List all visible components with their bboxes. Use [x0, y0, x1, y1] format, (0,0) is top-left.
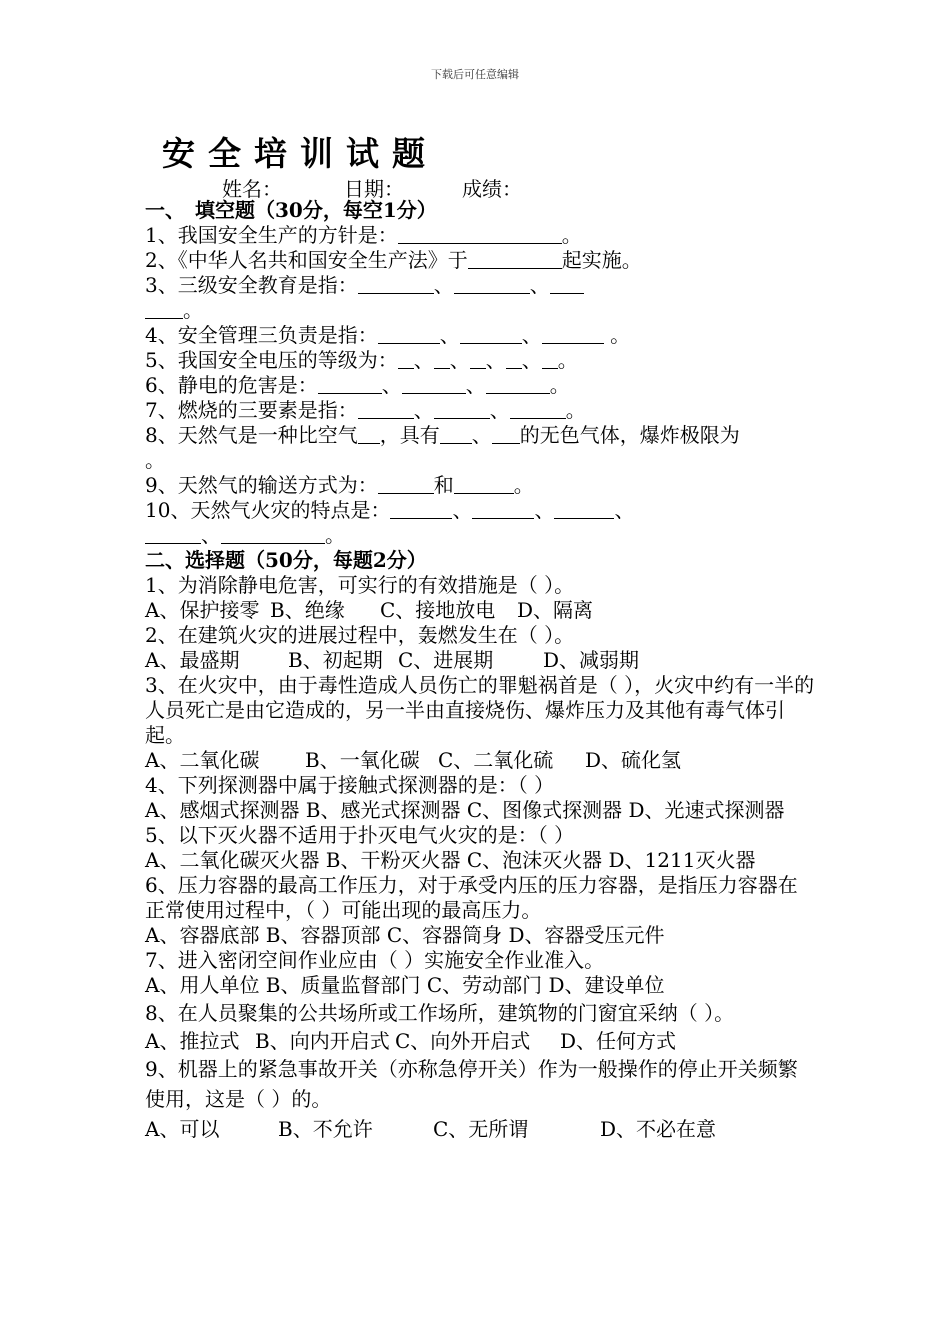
- blank: [550, 273, 584, 294]
- choice-q9: 9、机器上的紧急事故开关（亦称急停开关）作为一般操作的停止开关频繁使用，这是（ ）的。: [145, 1057, 798, 1111]
- blank: [492, 423, 520, 444]
- blank: [454, 473, 514, 494]
- choice-q2-options: A、最盛期 B、初起期 C、进展期 D、减弱期: [145, 648, 640, 672]
- fill-q7: 7、燃烧的三要素是指： 、 、 。: [145, 398, 586, 422]
- blank: [460, 323, 522, 344]
- choice-q2: 2、在建筑火灾的进展过程中，轰燃发生在（ ）。: [145, 623, 575, 647]
- fill-q10-cont: 、 。: [145, 523, 815, 548]
- blank: [510, 398, 566, 419]
- blank: [358, 423, 380, 444]
- fill-q3: 3、三级安全教育是指： 、 、: [145, 273, 815, 298]
- choice-q3: 3、在火灾中，由于毒性造成人员伤亡的罪魁祸首是（ ），火灾中约有一半的人员死亡是由它造成的，另一半由直接烧伤、爆炸压力及其他有毒气体引起。: [145, 673, 815, 747]
- blank: [470, 348, 486, 369]
- blank: [434, 398, 490, 419]
- blank: [454, 273, 530, 294]
- choice-q1: 1、为消除静电危害，可实行的有效措施是（ ）。: [145, 573, 575, 597]
- blank: [506, 348, 522, 369]
- page-title: 安全培训试题: [162, 134, 438, 173]
- choice-q3-options: A、二氧化碳 B、一氧化碳 C、二氧化硫 D、硫化氢: [145, 748, 682, 772]
- choice-q7-options: A、用人单位 B、质量监督部门 C、劳动部门 D、建设单位: [145, 973, 665, 997]
- choice-q1-options: A、保护接零 B、绝缘 C、接地放电 D、隔离: [145, 598, 594, 622]
- fill-q8-cont: 。: [145, 448, 165, 472]
- blank: [398, 348, 414, 369]
- page-header: 下载后可任意编辑: [431, 68, 519, 81]
- choice-q6: 6、压力容器的最高工作压力，对于承受内压的压力容器，是指压力容器在正常使用过程中，（ ）可能出现的最高压力。: [145, 873, 798, 922]
- section1-heading: 一、 填空题（30分，每空1分）: [145, 198, 437, 222]
- blank: [221, 523, 325, 544]
- name-label: 姓名：: [222, 177, 282, 201]
- blank: [542, 323, 604, 344]
- blank: [358, 273, 434, 294]
- blank: [554, 498, 614, 519]
- blank: [542, 348, 558, 369]
- blank: [145, 298, 183, 319]
- blank: [398, 223, 562, 244]
- blank: [440, 423, 472, 444]
- choice-q4: 4、下列探测器中属于接触式探测器的是：（ ）: [145, 773, 555, 797]
- blank: [402, 373, 466, 394]
- choice-q8: 8、在人员聚集的公共场所或工作场所，建筑物的门窗宜采纳（ ）。: [145, 1001, 735, 1025]
- fill-q2: 2、《中华人名共和国安全生产法》于 起实施。: [145, 248, 642, 272]
- score-label: 成绩：: [462, 177, 522, 201]
- section2-heading: 二、选择题（50分，每题2分）: [145, 548, 427, 572]
- blank: [145, 523, 201, 544]
- blank: [472, 498, 534, 519]
- fill-q1: 1、我国安全生产的方针是： 。: [145, 223, 582, 247]
- blank: [390, 498, 452, 519]
- choice-q9-options: A、可以 B、不允许 C、无所谓 D、不必在意: [145, 1117, 717, 1141]
- date-label: 日期：: [344, 177, 404, 201]
- blank: [378, 473, 434, 494]
- choice-q5-options: A、二氧化碳灭火器 B、干粉灭火器 C、泡沫灭火器 D、1211灭火器: [145, 848, 756, 872]
- blank: [486, 373, 550, 394]
- blank: [434, 348, 450, 369]
- blank: [468, 248, 562, 269]
- fill-q4: 4、安全管理三负责是指： 、 、 。: [145, 323, 631, 347]
- blank: [318, 373, 382, 394]
- blank: [358, 398, 414, 419]
- choice-q6-options: A、容器底部 B、容器顶部 C、容器筒身 D、容器受压元件: [145, 923, 665, 947]
- choice-q4-options: A、感烟式探测器 B、感光式探测器 C、图像式探测器 D、光速式探测器: [145, 798, 785, 822]
- exam-content: [145, 198, 815, 1144]
- fill-q8: 8、天然气是一种比空气 ，具有 、 的无色气体，爆炸极限为: [145, 423, 740, 447]
- fill-q6: 6、静电的危害是： 、 、 。: [145, 373, 570, 397]
- blank: [378, 323, 440, 344]
- choice-q7: 7、进入密闭空间作业应由（ ）实施安全作业准入。: [145, 948, 605, 972]
- choice-q5: 5、以下灭火器不适用于扑灭电气火灾的是：（ ）: [145, 823, 575, 847]
- fill-q5: 5、我国安全电压的等级为： 、 、 、 、 。: [145, 348, 578, 372]
- fill-q9: 9、天然气的输送方式为： 和 。: [145, 473, 534, 497]
- choice-q8-options: A、推拉式 B、向内开启式 C、向外开启式 D、任何方式: [145, 1029, 677, 1053]
- fill-q3-cont: 。: [145, 298, 815, 323]
- fill-q10: 10、天然气火灾的特点是： 、 、 、: [145, 498, 635, 522]
